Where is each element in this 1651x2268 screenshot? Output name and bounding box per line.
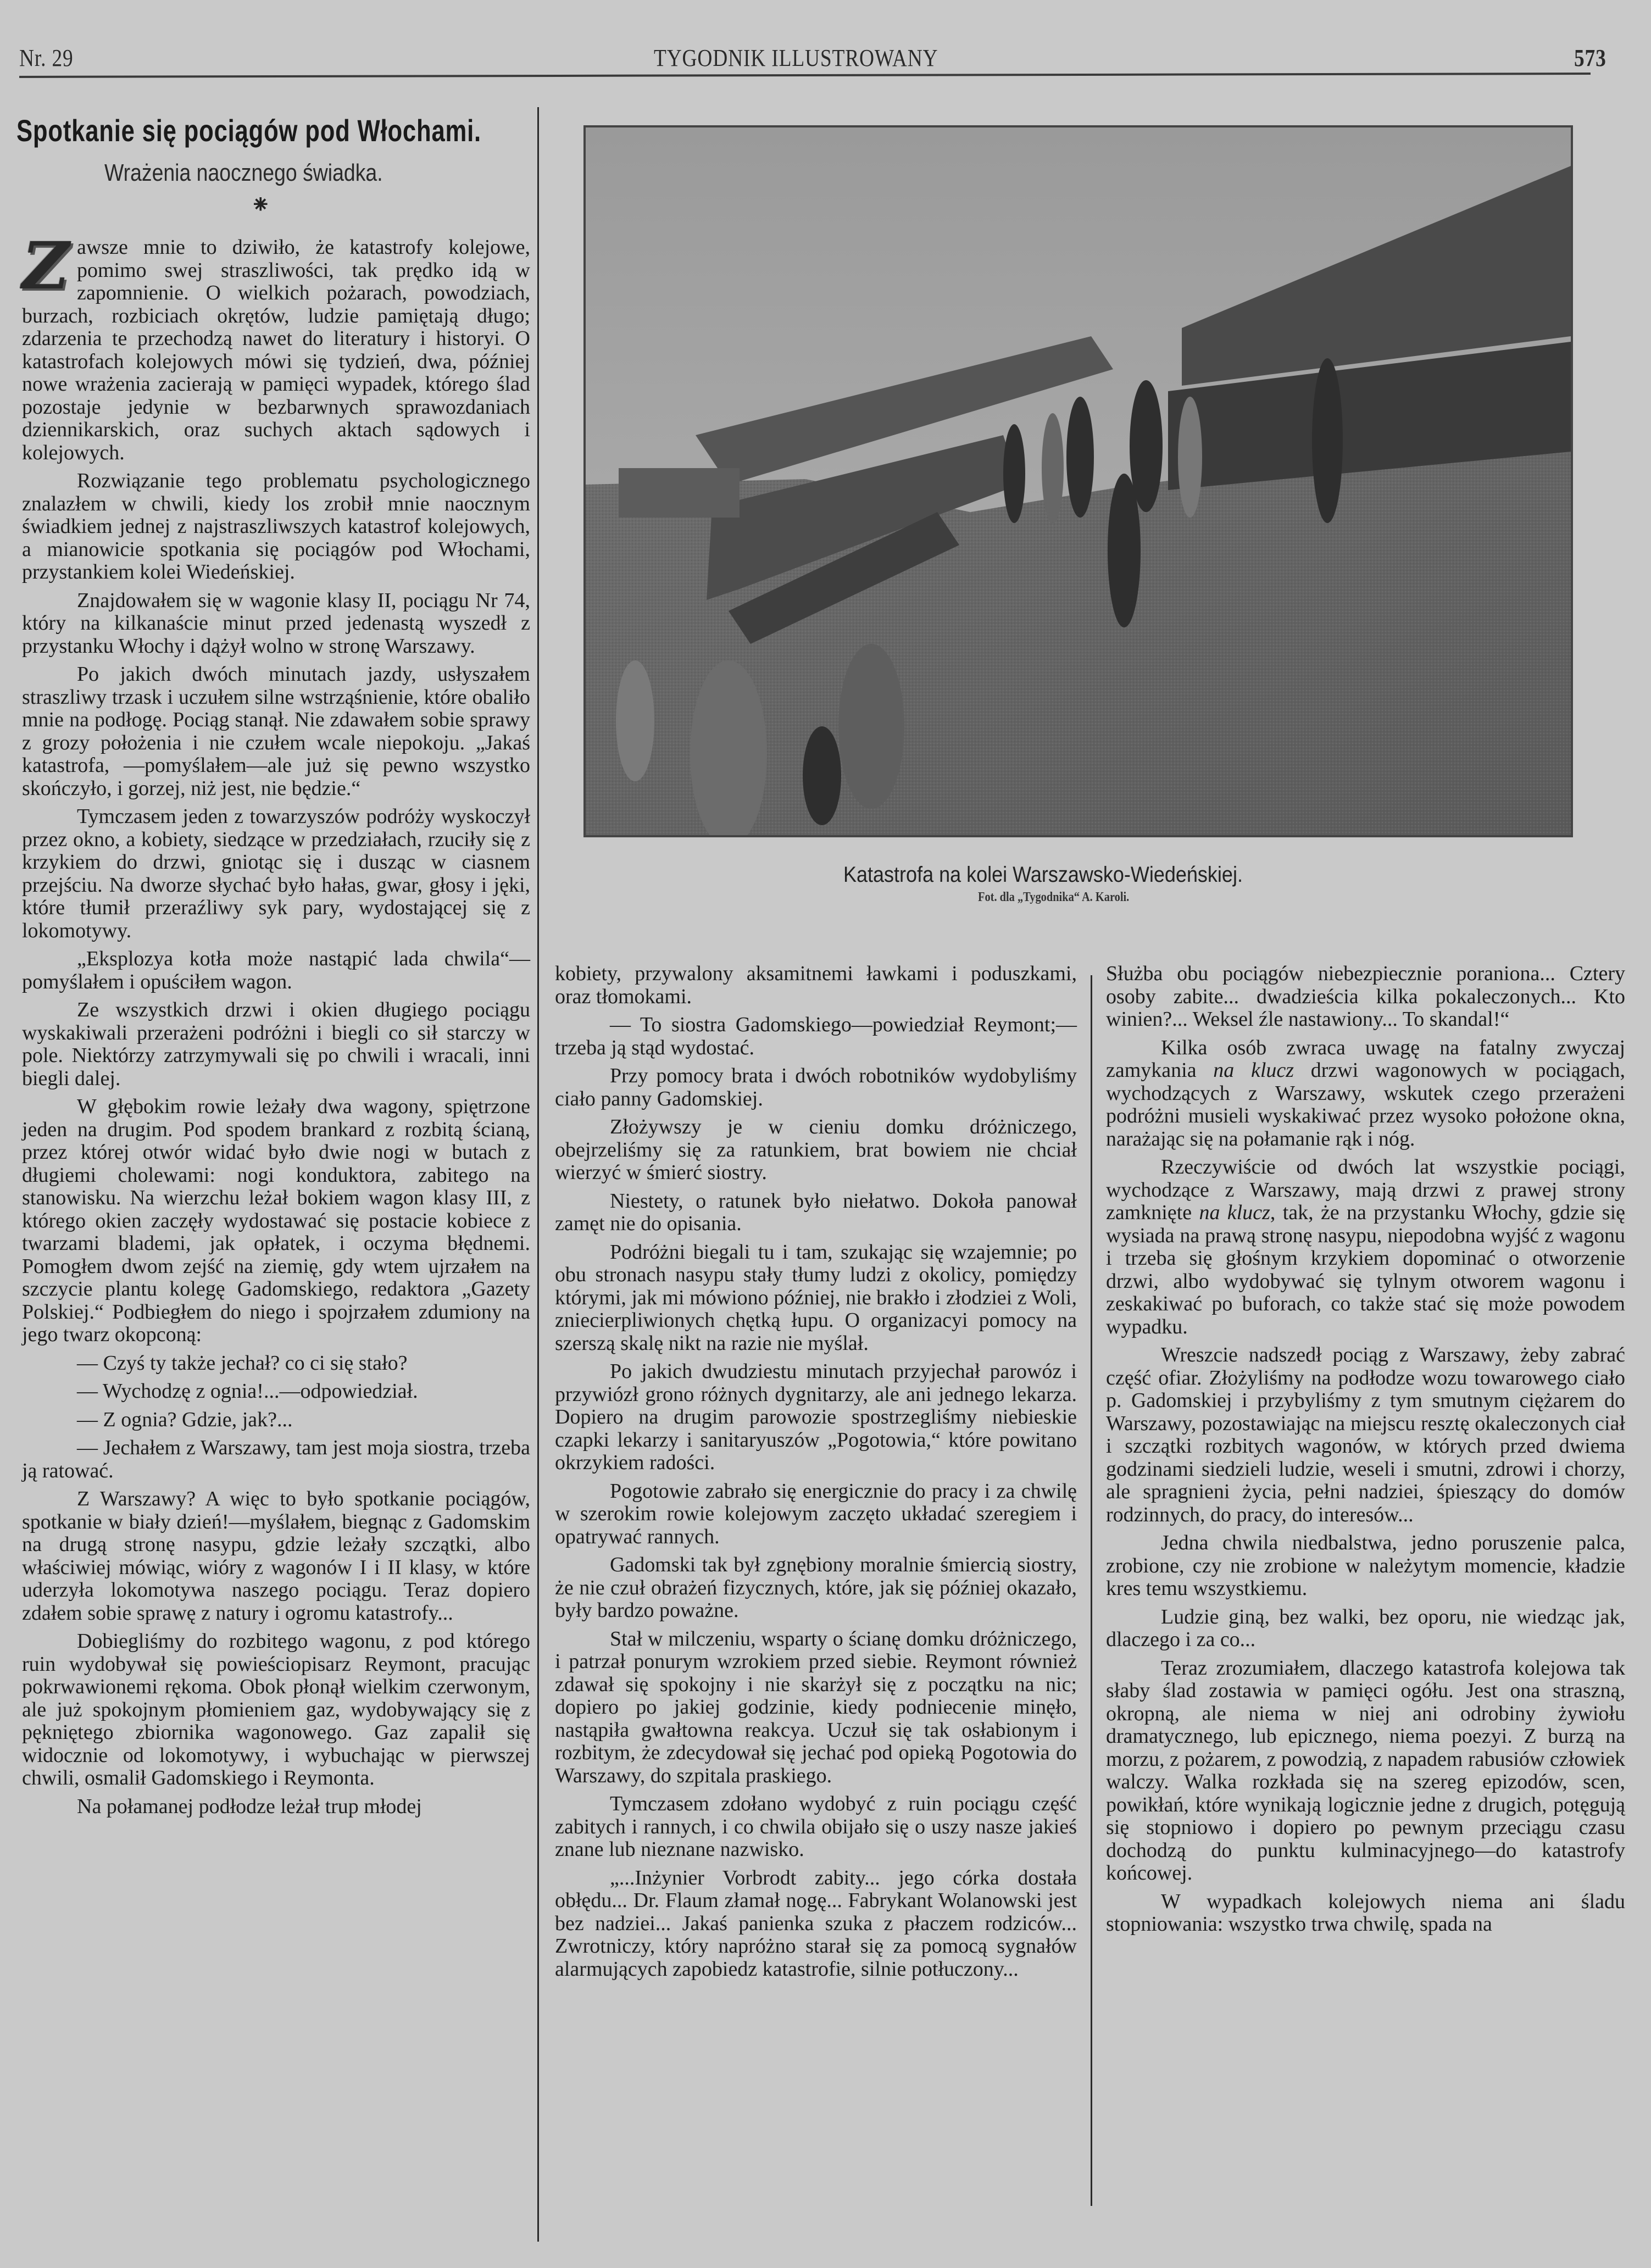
paragraph: Rzeczywiście od dwóch lat wszystkie pociągi, wychodzące z Warszawy, mają drzwi z prawej strony zamknięte na klucz, tak, że na przystanku Włochy, gdzie się wysiada na prawą stronę nasypu, niepodobna wyjść z wagonu i trzeba się głośnym krzykiem dopominać o otworzenie drzwi, albo wydobywać się tylnym otworem wagonu i zeskakiwać po buforach, co także stać się może powodem wypadku. [1106,1155,1626,1338]
paragraph: Gadomski tak był zgnębiony moralnie śmiercią siostry, że nie czuł obrażeń fizycznych, które, jak się później okazało, były bardzo poważne. [555,1553,1077,1622]
paragraph: Podróżni biegali tu i tam, szukając się wzajemnie; po obu stronach nasypu stały tłumy ludzi z okolicy, pomiędzy którymi, jak mi mówiono później, nie brakło i złodziei z Woli, zniecierpliwionych chętką łupu. O organizacyi pomocy na szerszą skalę nikt na razie nie myślał. [555,1240,1077,1355]
paragraph: Złożywszy je w cieniu domku dróżniczego, obejrzeliśmy się za ratunkiem, brat bowiem nie chciał wierzyć w śmierć siostry. [555,1115,1077,1184]
paragraph: Po jakich dwóch minutach jazdy, usłyszałem straszliwy trzask i uczułem silne wstrząśnienie, które obaliło mnie na podłogę. Pociąg stanął. Nie zdawałem sobie sprawy z grozy położenia i nie czułem wcale niepokoju. „Jakaś katastrofa, —pomyślałem—ale już się pewno wszystko skończyło, i gorzej, niż jest, nie będzie.“ [22,663,530,800]
paragraph: Na połamanej podłodze leżał trup młodej [77,1794,422,1818]
paragraph: W wypadkach kolejowych niema ani śladu stopniowania: wszystko trwa chwilę, spada na [1106,1889,1625,1936]
paragraph: „...Inżynier Vorbrodt zabity... jego córka dostała obłędu... Dr. Flaum złamał nogę... Fabrykant Wolanowski jest bez nadziei... Jakaś panienka szuka z płaczem rodziców... Zwrotniczy, który napróżno starał się za pomocą sygnałów alarmujących zapobiedz katastrofie, silnie potłuczony... [555,1866,1077,1981]
paragraph: Teraz zrozumiałem, dlaczego katastrofa kolejowa tak słaby ślad zostawia w pamięci ogółu. Jest ona straszną, okropną, ale niema w niej ani odrobiny żywiołu dramatycznego, lub epicznego, niema poezyi. Z burzą na morzu, z pożarem, z powodzią, z napadem rabusiów człowiek walczy. Walka rozkłada się na szereg epizodów, scen, powikłań, które wynikają logicznie jedne z drugich, potęgują się stopniowo i dopiero po pewnym przeciągu czasu dochodzą do punktu kulminacyjnego—do katastrofy końcowej. [1106,1656,1625,1885]
paragraph: Wreszcie nadszedł pociąg z Warszawy, żeby zabrać część ofiar. Złożyliśmy na podłodze wozu towarowego ciało p. Gadomskiej i przybyliśmy z tym smutnym ciężarem do Warszawy, pozostawiając na miejscu resztę okaleczonych ciał i szczątki rozbitych wagonów, w których przed dwiema godzinami siedzieli ludzie, weseli i smutni, zdrowi i chorzy, ale spragnieni życia, pełni nadziei, śpieszący do domów rodzinnych, do pracy, do interesów... [1106,1343,1625,1526]
paragraph: Dobiegliśmy do rozbitego wagonu, z pod którego ruin wydobywał się powieściopisarz Reymont, pracując pokrwawionemi rękoma. Obok płonął wielkim czerwonym, ale już spokojnym płomieniem gaz, wydobywający się z pękniętego zbiornika wagonowego. Gaz zapalił się widocznie od lokomotywy, i wybuchając w pierwszej chwili, osmalił Gadomskiego i Reymonta. [22,1630,530,1789]
paragraph: Z awsze mnie to dziwiło, że katastrofy kolejowe, pomimo swej straszliwości, tak prędko idą w zapomnienie. O wielkich pożarach, powodziach, burzach, rozbiciach okrętów, ludzie pamiętają długo; zdarzenia te przechodzą nawet do literatury i historyi. O katastrofach kolejowych mówi się tydzień, dwa, później nowe wrażenia zacierają w pamięci wypadek, którego ślad pozostaje jedynie w bezbarwnych sprawozdaniach dziennikarskich, oraz suchych aktach sądowych i kolejowych. [22,227,530,464]
paragraph: Kilka osób zwraca uwagę na fatalny zwyczaj zamykania na klucz drzwi wagonowych w pociągach, wychodzących z Warszawy, wskutek czego przerażeni podróżni musieli wyskakiwać przez wysoko położone okna, narażając się na połamanie rąk i nóg. [1106,1036,1625,1150]
photo-caption: Katastrofa na kolei Warszawsko-Wiedeńskiej. [843,863,1243,887]
paragraph: Niestety, o ratunek było niełatwo. Dokoła panował zamęt nie do opisania. [555,1189,1077,1235]
article-column-left [22,227,530,1818]
header-rule [19,73,1591,78]
article-column-right [1106,963,1625,1936]
photo-credit: Fot. dla „Tygodnika“ A. Karoli. [978,890,1130,904]
issue-number: Nr. 29 [19,45,74,71]
paragraph: Znajdowałem się w wagonie klasy II, pociągu Nr 74, który na kilkanaście minut przed jedenastą wyszedł z przystanku Włochy i dążył wolno w stronę Warszawy. [22,588,530,658]
dropcap-letter: Z [22,227,70,304]
paragraph: — Wychodzę z ognia!...—odpowiedział. [77,1380,418,1403]
paragraph: Ludzie giną, bez walki, bez oporu, nie wiedząc jak, dlaczego i za co... [1106,1605,1625,1651]
paragraph: Tymczasem jeden z towarzyszów podróży wyskoczył przez okno, a kobiety, siedzące w przedziałach, rzuciły się z krzykiem do drzwi, gniotąc się i dusząc w ciasnem przejściu. Na dworze słychać było hałas, gwar, głosy i jęki, które tłumił przeraźliwy syk pary, wydostającej się z lokomotywy. [22,805,530,942]
photo-distant-carriages [619,468,740,518]
ornament-asterisk-icon: ⁕ [250,191,271,219]
magazine-title: TYGODNIK ILLUSTROWANY [654,45,938,71]
paragraph: — Z ognia? Gdzie, jak?... [77,1408,293,1431]
paragraph: Rozwiązanie tego problematu psychologicznego znalazłem w chwili, kiedy los zrobił mnie naocznym świadkiem jednej z najstraszliwszych katastrof kolejowych, a mianowicie spotkania się pociągów pod Włochami, przystankiem kolei Wiedeńskiej. [22,469,530,583]
paragraph: Po jakich dwudziestu minutach przyjechał parowóz i przywiózł grono różnych dygnitarzy, ale ani jednego lekarza. Dopiero na drugim parowozie spostrzegliśmy niebieskie czapki lekarzy i sanitaryuszów „Pogotowia,“ które powitano okrzykiem radości. [555,1360,1077,1474]
paragraph: — Jechałem z Warszawy, tam jest moja siostra, trzeba ją ratować. [22,1436,530,1482]
paragraph: „Eksplozya kotła może nastąpić lada chwila“—pomyślałem i opuściłem wagon. [22,947,530,993]
article-title: Spotkanie się pociągów pod Włochami. [16,113,481,148]
paragraph: Ze wszystkich drzwi i okien długiego pociągu wyskakiwali przerażeni podróżni i biegli co sił starczy w pole. Niektórzy zatrzymywali się po chwili i wracali, inni biegli dalej. [22,998,530,1090]
paragraph: Pogotowie zabrało się energicznie do pracy i za chwilę w szerokim rowie kolejowym zaczęto układać szeregiem i opatrywać rannych. [555,1479,1077,1548]
article-column-middle [555,963,1077,1981]
paragraph: — Czyś ty także jechał? co ci się stało? [77,1351,408,1375]
paragraph: Stał w milczeniu, wsparty o ścianę domku dróżniczego, i patrzał ponurym wzrokiem przed siebie. Reymont również zdawał się spokojny i nie skarżył się z początku na nic; dopiero po jakiej godzinie, kiedy podniecenie minęło, nastąpiła gwałtowna reakcya. Uczuł się tak osłabionym i rozbitym, że zdecydował się jechać pod opieką Pogotowia do Warszawy, do szpitala praskiego. [555,1627,1077,1787]
article-photo [583,125,1573,837]
paragraph: W głębokim rowie leżały dwa wagony, spiętrzone jeden na drugim. Pod spodem brankard z rozbitą ścianą, przez której otwór widać było dwie nogi w butach z długiemi cholewami: nogi konduktora, zabitego na stanowisku. Na wierzchu leżał bokiem wagon klasy III, z którego okien zaczęły wydostawać się postacie kobiece z twarzami blademi, jak opłatek, i oczyma błędnemi. Pomogłem dwom zejść na ziemię, gdy wtem ujrzałem na szczycie plantu kolegę Gadomskiego, redaktora „Gazety Polskiej.“ Podbiegłem do niego i spojrzałem zdumiony na jego twarz okopconą: [22,1095,530,1346]
paragraph: — To siostra Gadomskiego—powiedział Reymont;—trzeba ją stąd wydostać. [555,1013,1077,1059]
paragraph: Tymczasem zdołano wydobyć z ruin pociągu część zabitych i rannych, i co chwila obijało się o uszy nasze jakieś znane lub nieznane nazwisko. [555,1792,1077,1861]
paragraph: kobiety, przywalony aksamitnemi ławkami i poduszkami, oraz tłomokami. [555,962,1077,1008]
paragraph: Przy pomocy brata i dwóch robotników wydobyliśmy ciało panny Gadomskiej. [555,1064,1077,1110]
train-wreck-photo-image [586,127,1571,835]
paragraph: Z Warszawy? A więc to było spotkanie pociągów, spotkanie w biały dzień!—myślałem, biegnąc z Gadomskim na drugą stronę nasypu, gdzie leżały szczątki, albo właściwiej mówiąc, wióry z wagonów I i II klasy, w które uderzyła lokomotywa naszego pociągu. Teraz dopiero zdałem sobie sprawę z natury i ogromu katastrofy... [22,1487,530,1625]
column-divider-left [537,107,539,2242]
column-divider-right [1091,975,1092,2206]
paragraph: Jedna chwila niedbalstwa, jedno poruszenie palca, zrobione, czy nie zrobione w należytym momencie, kładzie kres temu wszystkiemu. [1106,1531,1625,1600]
article-subtitle: Wrażenia naocznego świadka. [104,159,383,186]
paragraph: Służba obu pociągów niebezpiecznie poraniona... Cztery osoby zabite... dwadzieścia kilka pokaleczonych... Kto winien?... Weksel źle nastawiony... To skandal!“ [1106,962,1625,1031]
page-number: 573 [1574,45,1606,71]
